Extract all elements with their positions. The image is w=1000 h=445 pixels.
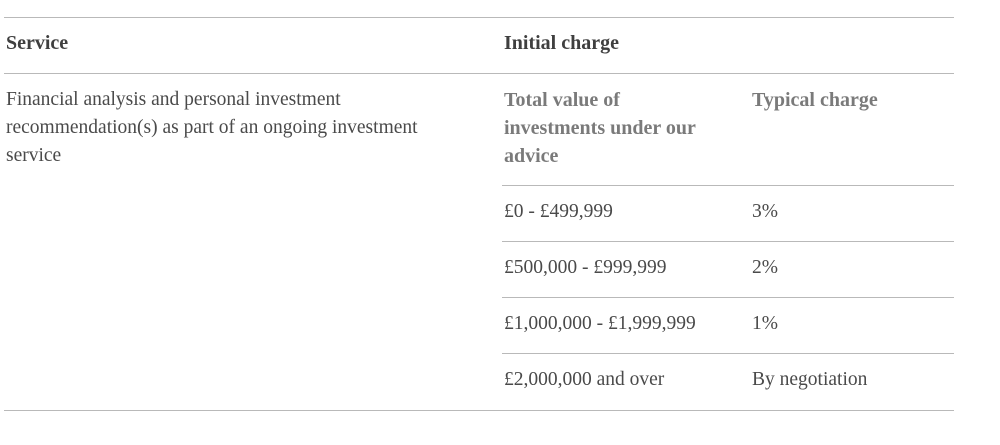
initial-charge-header: Initial charge <box>504 32 619 54</box>
header-rule <box>4 73 954 74</box>
table-row-value: £1,000,000 - £1,999,999 <box>504 313 696 334</box>
row-rule-4 <box>502 353 954 354</box>
table-row-charge: 1% <box>752 313 778 334</box>
row-rule-2 <box>502 241 954 242</box>
service-header: Service <box>6 32 69 54</box>
total-value-subheader: Total value of investments under our advice <box>504 89 696 167</box>
row-rule-3 <box>502 297 954 298</box>
row-rule-1 <box>502 185 954 186</box>
service-description: Financial analysis and personal investment recommendation(s) as part of an ongoing investment service <box>6 89 418 166</box>
table-row-value: £2,000,000 and over <box>504 369 665 390</box>
top-rule <box>4 17 954 18</box>
typical-charge-subheader: Typical charge <box>752 89 878 111</box>
table-row-value: £500,000 - £999,999 <box>504 257 667 278</box>
bottom-rule <box>4 410 954 411</box>
table-row-charge: By negotiation <box>752 369 868 390</box>
table-row-charge: 3% <box>752 201 778 222</box>
table-row-charge: 2% <box>752 257 778 278</box>
table-row-value: £0 - £499,999 <box>504 201 613 222</box>
